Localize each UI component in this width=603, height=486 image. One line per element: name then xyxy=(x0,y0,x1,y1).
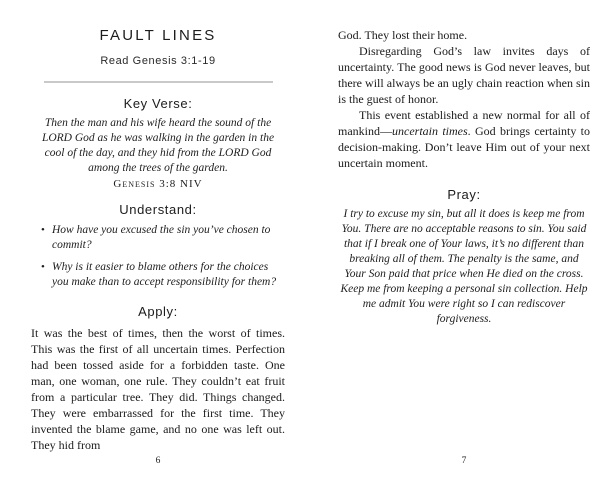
verse-citation: Genesis 3:8 NIV xyxy=(113,178,203,190)
key-verse-heading: Key Verse: xyxy=(123,96,193,111)
emphasis-text: uncertain times xyxy=(392,124,468,138)
understand-question-list xyxy=(31,223,285,290)
pray-heading: Pray: xyxy=(447,187,481,202)
right-page xyxy=(338,0,590,486)
left-page xyxy=(31,0,285,486)
paragraph-segment: . God brings certainty to decision-making. Don’t leave Him out of your next uncertain moment. xyxy=(338,124,590,170)
body-paragraph-continued: God. They lost their home. xyxy=(338,28,468,42)
prayer-text: I try to excuse my sin, but all it does is keep me from You. There are no acceptable reasons to sin. You said that if I break one of Your laws, it’s no different than breaking all of them. The penalty is the same, and Your Son paid that price when He died on the cross. Keep me from keeping a personal sin collection. Help me admit You were right so I can rediscover forgiveness. xyxy=(340,208,588,325)
key-verse-text: Then the man and his wife heard the sound of the LORD God as he was walking in the garden in the cool of the day, and they hid from the LORD God among the trees of the garden. xyxy=(41,117,275,174)
understand-question: • Why is it easier to blame others for the choices you make than to accept responsibility for them? xyxy=(52,260,285,290)
page-number-left: 6 xyxy=(155,456,161,466)
paragraph-segment: This event established a new normal for all of mankind— xyxy=(338,108,590,138)
apply-heading: Apply: xyxy=(138,304,178,319)
understand-question: • How have you excused the sin you’ve chosen to commit? xyxy=(52,223,285,253)
chapter-title: FAULT LINES xyxy=(99,27,217,44)
page-number-right: 7 xyxy=(461,456,467,466)
reading-reference: Read Genesis 3:1-19 xyxy=(100,55,216,67)
body-paragraph: Disregarding God’s law invites days of uncertainty. The good news is God never leaves, but there will always be an ugly chain reaction when sin is the guest of honor. xyxy=(338,44,590,106)
body-paragraph xyxy=(338,107,590,171)
divider-rule xyxy=(44,81,273,83)
understand-heading: Understand: xyxy=(119,202,197,217)
apply-paragraph: It was the best of times, then the worst of times. This was the first of all uncertain times. Perfection had been tossed aside for a forbidden taste. One man, one woman, one rule. They couldn’t eat fruit from a particular tree. They did. Things changed. They were embarrassed for the first time. They invented the blame game, and no one was left out. They hid from xyxy=(31,326,285,452)
